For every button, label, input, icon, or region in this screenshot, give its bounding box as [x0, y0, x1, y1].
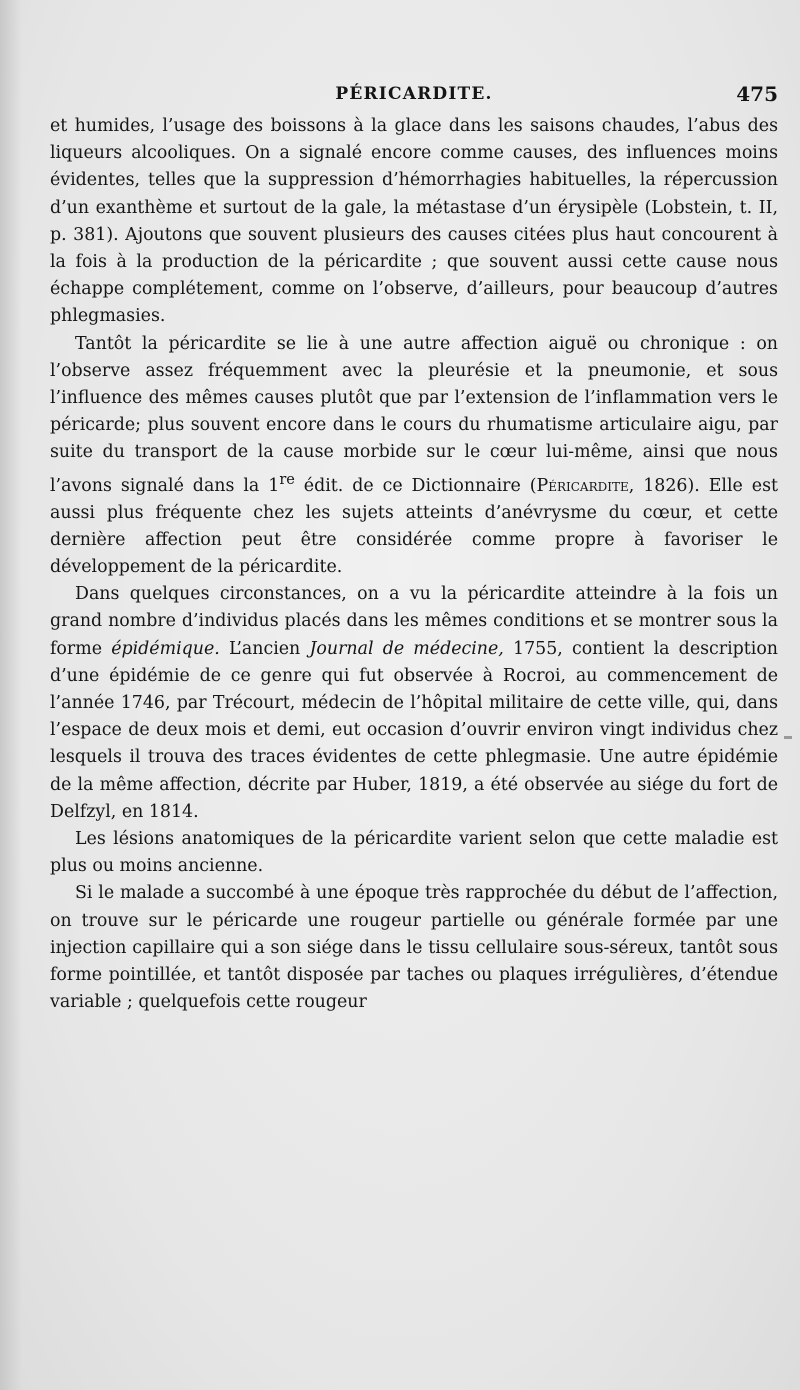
superscript-edition: re	[279, 471, 295, 488]
text-run: Tantôt la péricardite se lie à une autre affection aiguë ou chronique : on l’observe assez fréquemment avec la pleurésie et la pneumonie, et sous l’influence des mêmes causes plutôt que par l’extension de l’inflammation vers le péricarde; plus souvent encore dans le cours du rhumatisme articulaire aigu, par suite du transport de la cause morbide sur le cœur lui-même, ainsi que nous l’avons signalé dans la 1	[50, 333, 778, 496]
paragraph-continuation: et humides, l’usage des boissons à la glace dans les saisons chaudes, l’abus des liqueurs alcooliques. On a signalé encore comme causes, des influences moins évidentes, telles que la suppression d’hémorrhagies habituelles, la répercussion d’un exanthème et surtout de la gale, la métastase d’un érysipèle (Lobstein, t. II, p. 381). Ajoutons que souvent plusieurs des causes citées plus haut concourent à la fois à la production de la péricardite ; que souvent aussi cette cause nous échappe complétement, comme on l’observe, d’ailleurs, pour beaucoup d’autres phlegmasies.	[50, 116, 778, 327]
page-number: 475	[736, 82, 778, 106]
small-caps-reference: Péricardite	[536, 475, 629, 496]
italic-term: épidémique.	[111, 638, 220, 659]
text-run: Dans quelques circonstances, on a vu la péricardite atteindre à la fois un grand nombre d’individus placés dans les mêmes conditions et se montrer sous la forme	[50, 584, 778, 659]
text-run: édit. de ce Dictionnaire (	[294, 475, 537, 496]
page-header	[50, 84, 778, 110]
text-run: 1755, contient la description d’une épidémie de ce genre qui fut observée à Rocroi, au commencement de l’année 1746, par Trécourt, médecin de l’hôpital militaire de cette ville, qui, dans l’espace de deux mois et demi, eut occasion d’ouvrir environ vingt individus chez lesquels il trouva des traces évidentes de cette phlegmasie. Une autre épidémie de la même affection, décrite par Huber, 1819, a été observée au siége du fort de Delfzyl, en 1814.	[50, 638, 779, 822]
text-run: , 1826). Elle est aussi plus fréquente chez les sujets atteints d’anévrysme du cœur, et cette dernière affection peut être considérée comme propre à favoriser le développement de la péricardite.	[50, 475, 778, 578]
paragraph-associated-affections	[50, 331, 778, 582]
italic-journal-title: Journal de médecine,	[309, 638, 504, 659]
paragraph-epidemic	[50, 581, 778, 826]
body-text	[50, 113, 778, 1017]
text-run: L’ancien	[219, 638, 310, 659]
paragraph-lesions: Les lésions anatomiques de la péricardite varient selon que cette maladie est plus ou moins ancienne.	[50, 829, 778, 877]
margin-mark	[784, 736, 792, 739]
page-gutter-shadow	[0, 0, 22, 1390]
running-title: PÉRICARDITE.	[335, 84, 493, 104]
paragraph-early-death: Si le malade a succombé à une époque très rapprochée du début de l’affection, on trouve sur le péricarde une rougeur partielle ou générale formée par une injection capillaire qui a son siége dans le tissu cellulaire sous-séreux, tantôt sous forme pointillée, et tantôt disposée par taches ou plaques irrégulières, d’étendue variable ; quelquefois cette rougeur	[50, 883, 778, 1013]
